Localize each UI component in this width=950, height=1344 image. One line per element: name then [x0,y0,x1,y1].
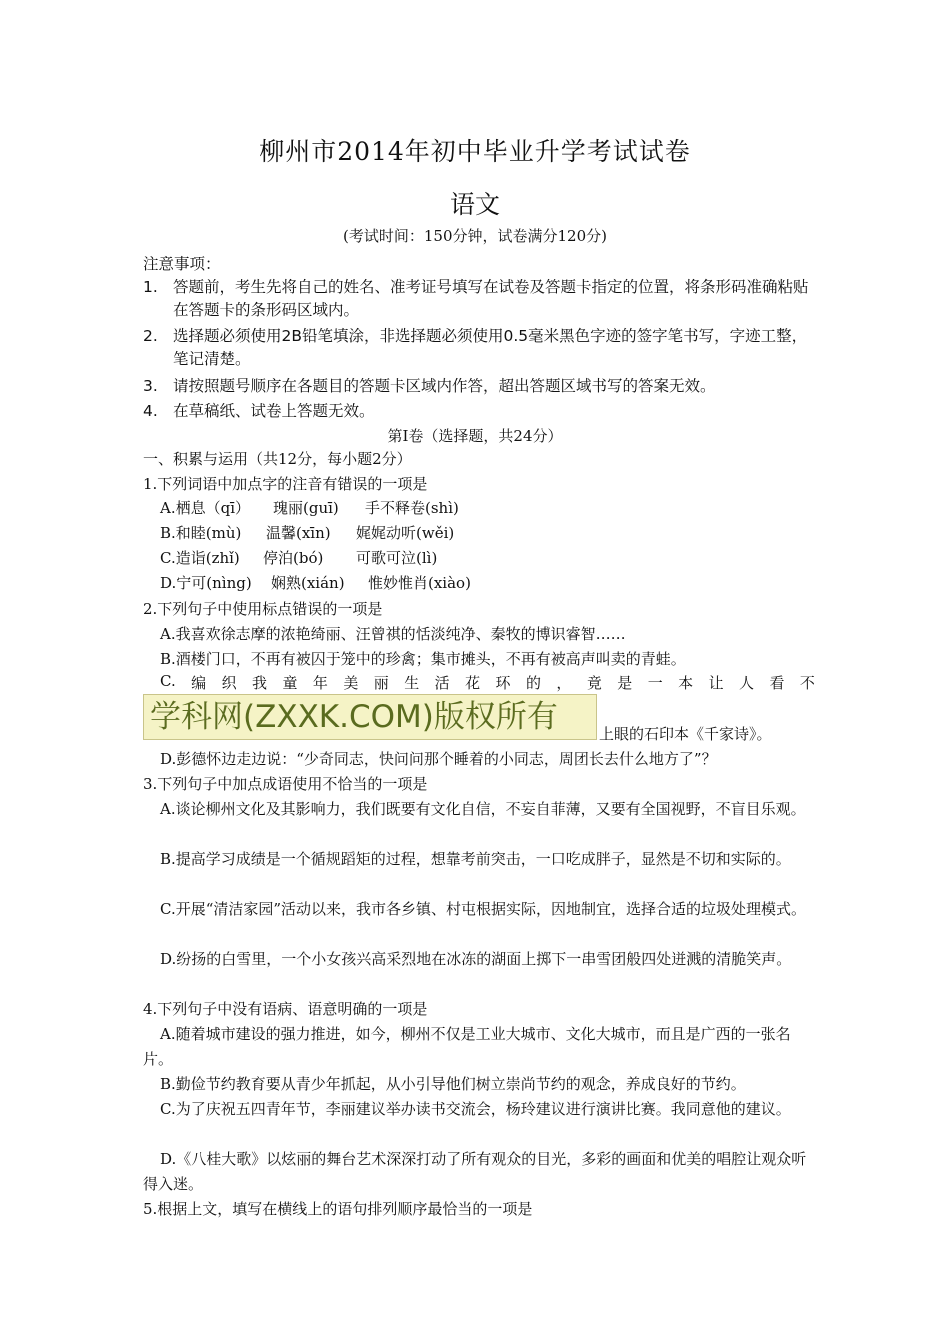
option-word: B.和睦(mù) [160,524,242,542]
option-row [160,572,471,593]
option-char: 人 [739,674,755,692]
option-char: ， [556,674,572,692]
option-char: 丽 [373,674,389,692]
option-char: 美 [343,674,359,692]
notice-heading: 注意事项： [143,255,221,273]
option-word: 手不释卷(shì) [365,499,459,517]
option-row [160,547,437,568]
question-stem: 5.根据上文，填写在横线上的语句排列顺序最恰当的一项是 [143,1200,533,1218]
option-word: 停泊(bó) [263,549,324,567]
option-word: 可歌可泣(lì) [356,549,438,567]
option-row [160,522,454,543]
option-char: 生 [404,674,420,692]
option-char: 我 [252,674,268,692]
option-a: A.随着城市建设的强力推进，如今，柳州不仅是工业大城市、文化大城市，而且是广西的一张名片。 [143,1025,791,1068]
option-char: 年 [312,674,328,692]
option-c-spread [160,672,815,693]
option-char: 环 [495,674,511,692]
option-c: C.开展“清洁家园”活动以来，我市各乡镇、村屯根据实际，因地制宜，选择合适的垃圾处理模式。 [160,900,807,918]
notice-number: 3. [143,377,158,395]
option-b: B.酒楼门口，不再有被囚于笼中的珍禽；集市摊头，不再有被高声叫卖的青蛙。 [160,650,686,668]
notice-item [143,325,815,371]
notice-item [143,375,815,398]
option-b: B.勤俭节约教育要从青少年抓起，从小引导他们树立崇尚节约的观念，养成良好的节约。 [160,1075,746,1093]
option-word: D.宁可(nìng) [160,574,252,592]
option-char: 童 [282,674,298,692]
option-d: D.彭德怀边走边说：“少奇同志，快问问那个睡着的小同志，周团长去什么地方了”？ [160,750,717,768]
notice-text: 答题前，考生先将自己的姓名、准考证号填写在试卷及答题卡指定的位置，将条形码准确粘贴在答题卡的条形码区域内。 [173,278,809,319]
option-word: 温馨(xīn) [266,524,331,542]
option-d: D.纷扬的白雪里，一个小女孩兴高采烈地在冰冻的湖面上掷下一串雪团般四处迸溅的清脆笑声。 [160,950,792,968]
option-char: 编 [191,674,207,692]
option-char: 活 [434,674,450,692]
page-title: 柳州市2014年初中毕业升学考试试卷 [259,137,691,166]
option-word: 惟妙惟肖(xiào) [368,574,471,592]
question-stem: 4.下列句子中没有语病、语意明确的一项是 [143,1000,428,1018]
option-char: 不 [799,674,815,692]
option-word: C.造诣(zhǐ) [160,549,240,567]
option-a: A.我喜欢徐志摩的浓艳绮丽、汪曾祺的恬淡纯净、秦牧的博识睿智…… [160,625,626,643]
section-title: 一、积累与运用（共12分，每小题2分） [143,450,412,468]
option-char: 织 [221,674,237,692]
question-stem: 3.下列句子中加点成语使用不恰当的一项是 [143,775,428,793]
option-char: 一 [647,674,663,692]
option-row [160,497,459,518]
notice-number: 1. [143,278,158,296]
option-char: 花 [465,674,481,692]
option-char: 本 [678,674,694,692]
subject-title: 语文 [449,190,500,219]
question-stem: 1.下列词语中加点字的注音有错误的一项是 [143,475,428,493]
notice-number: 2. [143,327,158,345]
notice-item [143,400,815,423]
option-char: 是 [617,674,633,692]
notice-item [143,276,815,322]
option-word: 娓娓动听(wěi) [356,524,455,542]
option-c-end: 上眼的石印本《千家诗》。 [599,725,772,743]
option-word: 瑰丽(guī) [273,499,339,517]
option-char: 看 [769,674,785,692]
notice-text: 选择题必须使用2B铅笔填涂，非选择题必须使用0.5毫米黑色字迹的签字笔书写，字迹工整，笔记清楚。 [173,327,808,368]
notice-text: 请按照题号顺序在各题目的答题卡区域内作答，超出答题区域书写的答案无效。 [173,377,716,395]
option-char: C. [160,672,176,690]
option-a: A.谈论柳州文化及其影响力，我们既要有文化自信，不妄自菲薄，又要有全国视野，不盲目乐观。 [160,800,806,818]
option-char: 的 [525,674,541,692]
option-char: 让 [708,674,724,692]
notice-text: 在草稿纸、试卷上答题无效。 [173,402,375,420]
notice-number: 4. [143,402,158,420]
question-stem: 2.下列句子中使用标点错误的一项是 [143,600,383,618]
option-c: C.为了庆祝五四青年节，李丽建议举办读书交流会，杨玲建议进行演讲比赛。我同意他的建议。 [160,1100,791,1118]
option-word: 娴熟(xián) [271,574,345,592]
watermark-banner: 学科网(ZXXK.COM)版权所有 [143,694,597,740]
option-word: A.栖息（qī） [160,499,251,517]
option-b: B.提高学习成绩是一个循规蹈矩的过程，想靠考前突击，一口吃成胖子，显然是不切和实际的。 [160,850,791,868]
part-title: 第Ⅰ卷（选择题，共24分） [387,427,563,445]
option-char: 竟 [586,674,602,692]
exam-info: (考试时间：150分钟，试卷满分120分) [343,227,607,245]
option-d: D.《八桂大歌》以炫丽的舞台艺术深深打动了所有观众的目光，多彩的画面和优美的唱腔让观众听得入迷。 [143,1150,807,1193]
